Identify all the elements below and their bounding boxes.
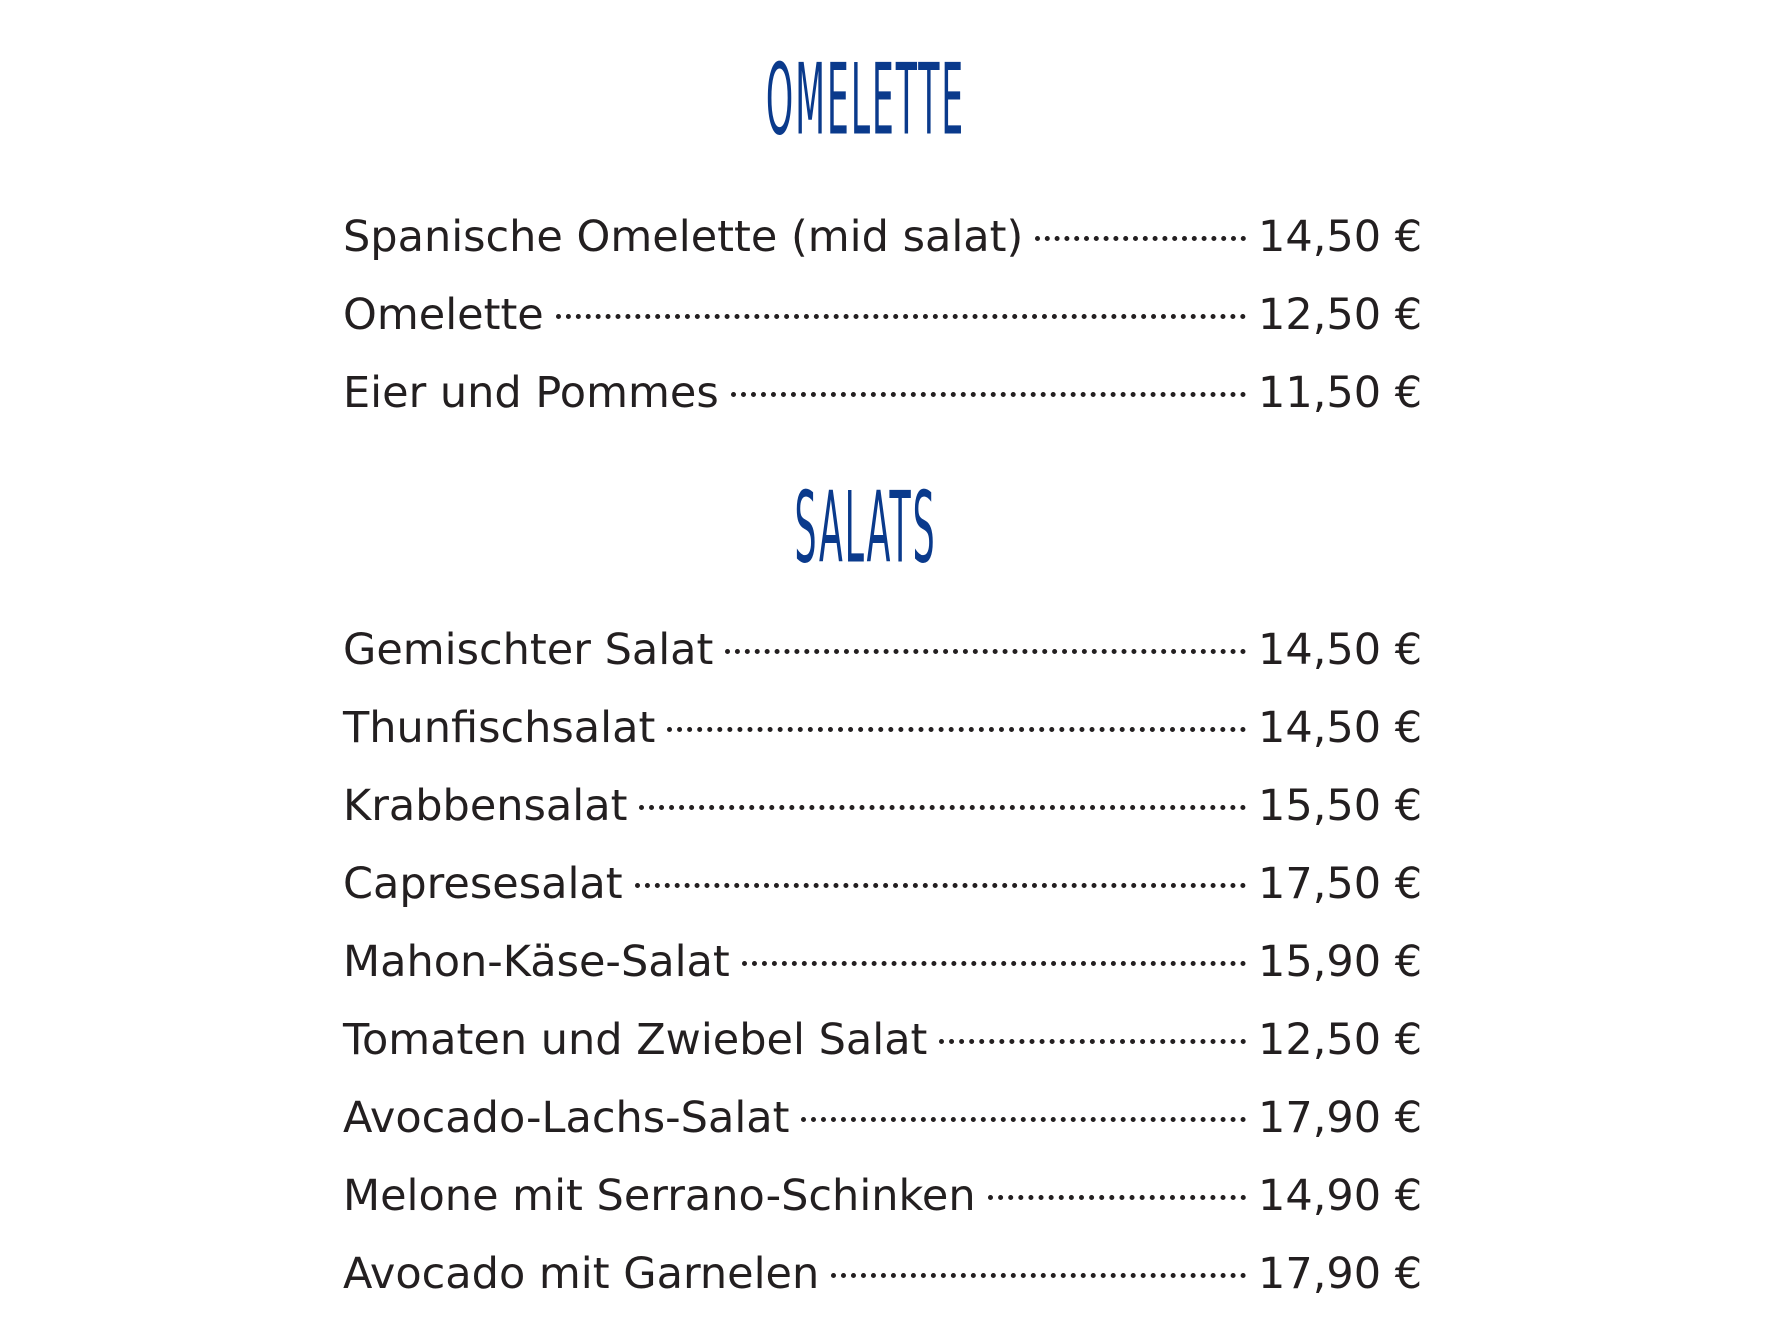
- dot-leader: [1035, 201, 1246, 251]
- dot-leader: [731, 357, 1246, 407]
- item-name: Omelette: [343, 290, 544, 340]
- dot-leader: [939, 1004, 1246, 1054]
- dot-leader: [639, 770, 1246, 820]
- dot-leader: [556, 279, 1246, 329]
- item-name: Thunfischsalat: [343, 703, 656, 753]
- menu-item: [343, 770, 1423, 831]
- item-name: Melone mit Serrano-Schinken: [343, 1171, 976, 1221]
- menu-item: [343, 201, 1423, 262]
- menu-item: [343, 1082, 1423, 1143]
- menu-item: [343, 692, 1423, 753]
- item-price: 15,90 €: [1258, 937, 1423, 987]
- menu-item: [343, 614, 1423, 675]
- item-name: Krabbensalat: [343, 781, 628, 831]
- section-title-omelette: OMELETTE: [765, 44, 966, 158]
- menu-item: [343, 926, 1423, 987]
- item-name: Mahon-Käse-Salat: [343, 937, 730, 987]
- item-name: Eier und Pommes: [343, 368, 719, 418]
- item-price: 17,90 €: [1258, 1249, 1423, 1299]
- item-price: 14,90 €: [1258, 1171, 1423, 1221]
- menu-item: [343, 357, 1423, 418]
- item-price: 12,50 €: [1258, 1015, 1423, 1065]
- item-price: 14,50 €: [1258, 703, 1423, 753]
- dot-leader: [801, 1082, 1246, 1132]
- dot-leader: [742, 926, 1246, 976]
- dot-leader: [988, 1160, 1246, 1210]
- item-price: 14,50 €: [1258, 212, 1423, 262]
- menu-item: [343, 1238, 1423, 1299]
- menu-item: [343, 1160, 1423, 1221]
- item-name: Gemischter Salat: [343, 625, 714, 675]
- item-name: Tomaten und Zwiebel Salat: [343, 1015, 928, 1065]
- section-title-salats: SALATS: [794, 472, 937, 586]
- item-name: Avocado-Lachs-Salat: [343, 1093, 790, 1143]
- menu-item: [343, 279, 1423, 340]
- menu-item: [343, 848, 1423, 909]
- menu-item: [343, 1004, 1423, 1065]
- item-name: Spanische Omelette (mid salat): [343, 212, 1024, 262]
- item-price: 15,50 €: [1258, 781, 1423, 831]
- item-name: Avocado mit Garnelen: [343, 1249, 820, 1299]
- dot-leader: [667, 692, 1246, 742]
- item-price: 12,50 €: [1258, 290, 1423, 340]
- item-price: 11,50 €: [1258, 368, 1423, 418]
- item-price: 14,50 €: [1258, 625, 1423, 675]
- item-price: 17,50 €: [1258, 859, 1423, 909]
- dot-leader: [635, 848, 1246, 898]
- dot-leader: [831, 1238, 1246, 1288]
- item-price: 17,90 €: [1258, 1093, 1423, 1143]
- dot-leader: [725, 614, 1246, 664]
- item-name: Capresesalat: [343, 859, 623, 909]
